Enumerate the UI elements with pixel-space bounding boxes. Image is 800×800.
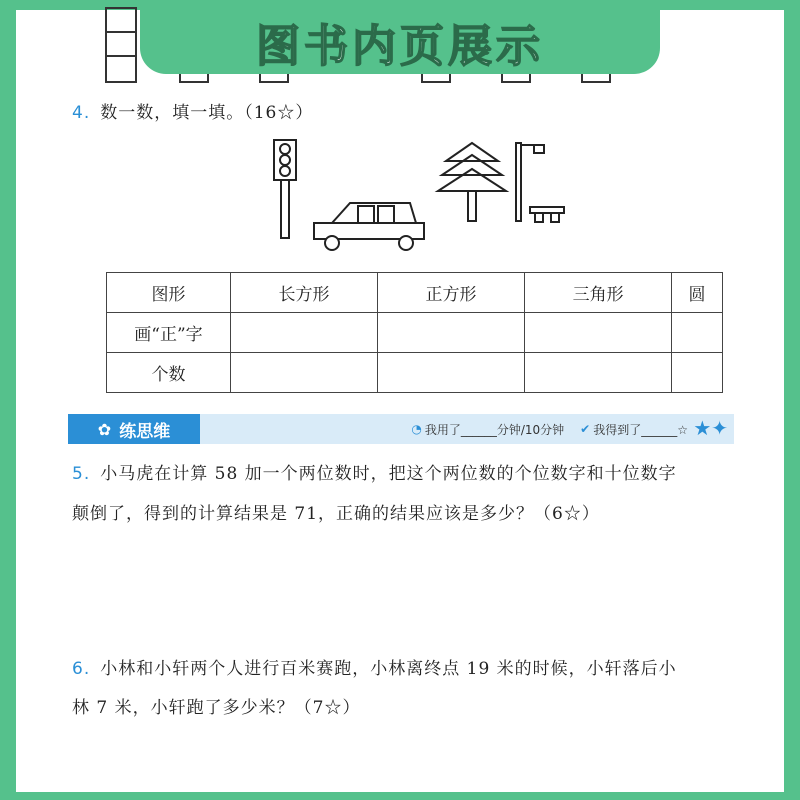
table-row-label: 画“正”字	[107, 313, 231, 353]
question-number: 4.	[72, 103, 91, 123]
count-table	[106, 272, 723, 393]
question-number: 5.	[72, 464, 91, 484]
section-info	[411, 414, 688, 444]
table-cell-blank[interactable]	[672, 313, 723, 353]
border-right	[784, 0, 800, 800]
header-banner	[140, 10, 660, 74]
table-header-cell: 正方形	[378, 273, 525, 313]
table-row	[107, 353, 723, 393]
traffic-light-icon	[274, 140, 296, 238]
table-cell-blank[interactable]	[378, 353, 525, 393]
section-header-bar	[68, 414, 734, 444]
tree-icon	[438, 143, 506, 221]
table-cell-blank[interactable]	[525, 353, 672, 393]
question-6-cont	[72, 690, 360, 726]
stars-icon: ★✦	[693, 416, 728, 440]
brain-icon: ✿	[97, 419, 112, 439]
table-header-cell: 长方形	[231, 273, 378, 313]
table-header-cell: 圆	[672, 273, 723, 313]
table-cell-blank[interactable]	[378, 313, 525, 353]
question-6	[72, 651, 677, 687]
section-title: 练思维	[119, 421, 171, 442]
score-label: 我得到了______☆	[593, 422, 688, 437]
question-text: 数一数，填一填。（16☆）	[100, 103, 314, 123]
table-header-row	[107, 273, 723, 313]
table-cell-blank[interactable]	[525, 313, 672, 353]
table-header-cell: 图形	[107, 273, 231, 313]
table-row-label: 个数	[107, 353, 231, 393]
table-cell-blank[interactable]	[231, 353, 378, 393]
banner-title: 图书内页展示	[256, 21, 544, 72]
border-left	[0, 0, 16, 800]
question-text-line: 小林和小轩两个人进行百米赛跑，小林离终点 19 米的时候，小轩落后小	[100, 659, 677, 679]
question-number: 6.	[72, 659, 91, 679]
check-icon: ✔	[580, 422, 591, 436]
table-cell-blank[interactable]	[231, 313, 378, 353]
table-row	[107, 313, 723, 353]
question-text-line: 颠倒了，得到的计算结果是 71，正确的结果应该是多少？（6☆）	[72, 504, 600, 524]
question-5	[72, 456, 677, 492]
table-cell-blank[interactable]	[672, 353, 723, 393]
bench-icon	[530, 207, 564, 222]
time-label: 我用了______分钟/10分钟	[424, 422, 565, 437]
shapes-illustration	[260, 135, 590, 260]
table-header-cell: 三角形	[525, 273, 672, 313]
car-icon	[314, 203, 424, 250]
border-bottom	[0, 792, 800, 800]
question-5-cont	[72, 496, 600, 532]
clock-icon: ◔	[411, 422, 422, 436]
question-text-line: 小马虎在计算 58 加一个两位数时，把这个两位数的个位数字和十位数字	[100, 464, 677, 484]
section-title-tab	[68, 414, 200, 444]
question-4	[72, 95, 313, 131]
question-text-line: 林 7 米，小轩跑了多少米？（7☆）	[72, 698, 361, 718]
